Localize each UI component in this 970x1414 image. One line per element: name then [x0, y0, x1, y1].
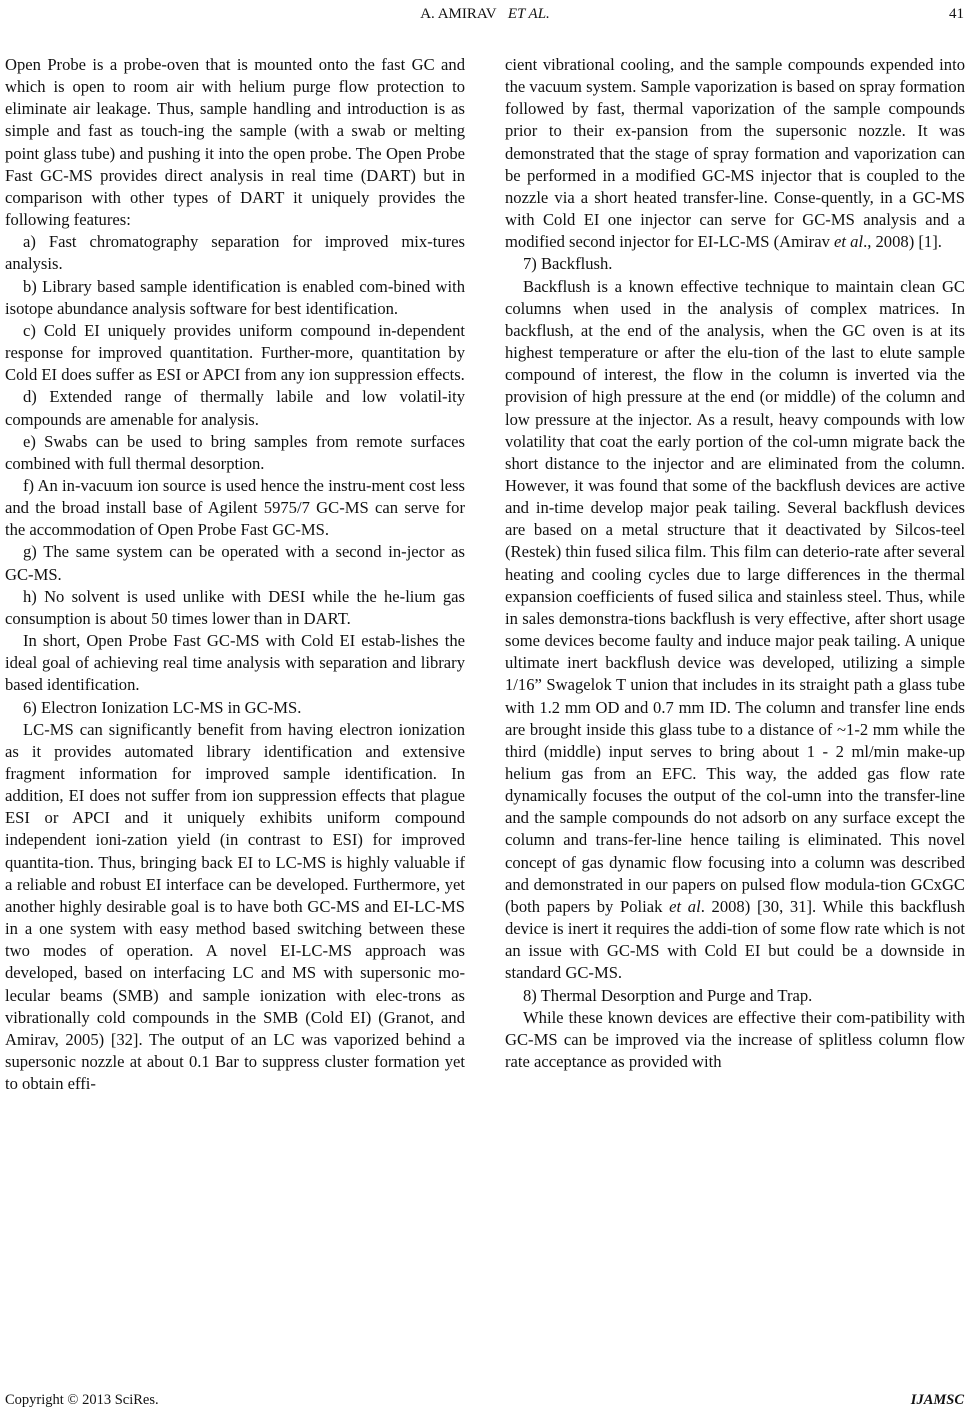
- copyright-notice: Copyright © 2013 SciRes.: [5, 1392, 159, 1408]
- right-column: [505, 54, 965, 1073]
- feature-e: e) Swabs can be used to bring samples from remote surfaces combined with full thermal desorption.: [5, 431, 465, 473]
- feature-d: d) Extended range of thermally labile and low volatil-ity compounds are amenable for analysis.: [5, 387, 465, 429]
- citation-tail: ., 2008) [1].: [863, 232, 942, 252]
- section-heading-thermal: 8) Thermal Desorption and Purge and Trap.: [523, 985, 813, 1005]
- left-column: [5, 54, 465, 1095]
- citation-etal: et al: [669, 896, 701, 916]
- feature-c: c) Cold EI uniquely provides uniform compound in-dependent response for improved quantitation. Further-more, quantitation by Cold EI does suffer as ESI or APCI from any ion suppression effects.: [5, 320, 465, 385]
- running-head-etal: ET AL.: [507, 6, 550, 22]
- feature-f: f) An in-vacuum ion source is used hence the instru-ment cost less and the broad install base of Agilent 5975/7 GC-MS can serve for the accommodation of Open Probe Fast GC-MS.: [5, 475, 465, 540]
- paragraph-continued: [505, 54, 965, 253]
- paragraph-lcms: LC-MS can significantly benefit from having electron ionization as it provides automated library identification and extensive fragment information for improved sample identification. In addition, EI does not suffer from ion suppression effects that plague ESI or APCI and it uniquely exhibits uniform compound independent ioni-zation yield (in contrast to ESI) for improved quantita-tion. Thus, bringing back EI to LC-MS is highly valuable if a reliable and robust EI interface can be developed. Furthermore, yet another highly desirable goal is to have both GC-MS and EI-LC-MS in a one system with easy method based switching between these two modes of operation. A novel EI-LC-MS approach was developed, based on interfacing LC and MS with supersonic mo-lecular beams (SMB) and sample ionization with elec-trons as vibrationally cold compounds in the SMB (Cold EI) (Granot, and Amirav, 2005) [32]. The output of an LC was vaporized behind a supersonic nozzle at about 0.1 Bar to suppress cluster formation yet to obtain effi-: [5, 719, 465, 1094]
- section-heading-ei-lcms: 6) Electron Ionization LC-MS in GC-MS.: [23, 697, 302, 717]
- paragraph-continued-text: cient vibrational cooling, and the sample compounds expended into the vacuum system. Sample vaporization is based on spray formation followed by fast, thermal vaporization of the sample compounds prior to their ex-pansion from the supersonic nozzle. It was demonstrated that the stage of spray formation and vaporization can be performed in a modified GC-MS injector that is coupled to the nozzle via a short heated transfer-line. Conse-quently, in a GC-MS with Cold EI one injector can serve for GC-MS analysis and a modified second injector for EI-LC-MS (Amirav: [505, 55, 965, 252]
- page-number: 41: [949, 6, 964, 22]
- paragraph-backflush-tail: . 2008) [30, 31]. While this backflush device is inert it requires the addi-tion of some flow rate which is not an issue with GC-MS with Cold EI but could be a downside in standard GC-MS.: [505, 896, 965, 983]
- journal-abbreviation: IJAMSC: [910, 1392, 964, 1408]
- feature-a: a) Fast chromatography separation for improved mix-tures analysis.: [5, 232, 465, 274]
- paragraph-backflush: [505, 276, 965, 985]
- feature-h: h) No solvent is used unlike with DESI while the he-lium gas consumption is about 50 times lower than in DART.: [5, 586, 465, 628]
- running-head-authors: [0, 6, 970, 23]
- feature-g: g) The same system can be operated with a second in-jector as GC-MS.: [5, 542, 465, 584]
- feature-b: b) Library based sample identification is enabled com-bined with isotope abundance analysis software for best identification.: [5, 276, 465, 318]
- citation-etal: et al: [834, 232, 864, 252]
- section-heading-backflush: 7) Backflush.: [523, 254, 613, 274]
- paragraph-open-probe: Open Probe is a probe-oven that is mounted onto the fast GC and which is open to room air with helium purge flow protection to eliminate air leakage. Thus, sample handling and introduction is as simple and fast as touch-ing the sample (with a swab or melting point glass tube) and pushing it into the open probe. The Open Probe Fast GC-MS provides direct analysis in real time (DART) but in comparison with other types of DART it uniquely provides the following features:: [5, 55, 465, 230]
- paragraph-in-short: In short, Open Probe Fast GC-MS with Cold EI estab-lishes the ideal goal of achieving real time analysis with separation and library based identification.: [5, 631, 465, 695]
- page-header: [0, 6, 970, 28]
- paragraph-thermal: While these known devices are effective their com-patibility with GC-MS can be improved via the increase of splitless column flow rate acceptance as provided with: [505, 1007, 965, 1072]
- paragraph-backflush-text: Backflush is a known effective technique to maintain clean GC columns when used in the analysis of complex matrices. In backflush, at the end of the analysis, when the GC oven is at its highest temperature or after the elu-tion of the last to elute sample compound of interest, the flow in the column is inverted via the provision of high pressure at the end (or middle) of the column and low pressure at the injector. As a result, heavy compounds with low volatility that coat the early portion of the col-umn migrate back the short distance to the injector and are eliminated from the column. However, it was found that some of the backflush devices are active and in-time develop major peak tailing. Several backflush devices are based on a metal structure that it deactivated by Silcos-teel (Restek) thin fused silica film. This film can deterio-rate after several heating and cooling cycles due to large differences in the thermal expansion coefficients of fused silica and stainless steel. Thus, while in sales demonstra-tions backflush is very effective, after short usage some devices become faulty and induce major peak tailing. A unique ultimate inert backflush device was developed, utilizing a simple 1/16” Swagelok T union that includes in its straight path a glass tube with 1.2 mm OD and 0.7 mm ID. The column and transfer line ends are brought inside this glass tube to a distance of ~1-2 mm while the third (middle) input serves to bring about 1 - 2 ml/min make-up helium gas from an EFC. This way, the added gas flow rate dynamically focuses the output of the col-umn into the transfer-line and the sample compounds do not adsorb on any surface except the column and trans-fer-line hence tailing is eliminated. This novel concept of gas dynamic flow focusing into a column was described and demonstrated in our papers on pulsed flow modula-tion GCxGC (both papers by Poliak: [505, 276, 965, 916]
- running-head-author-name: A. AMIRAV: [420, 6, 497, 22]
- page-footer: [0, 1392, 970, 1412]
